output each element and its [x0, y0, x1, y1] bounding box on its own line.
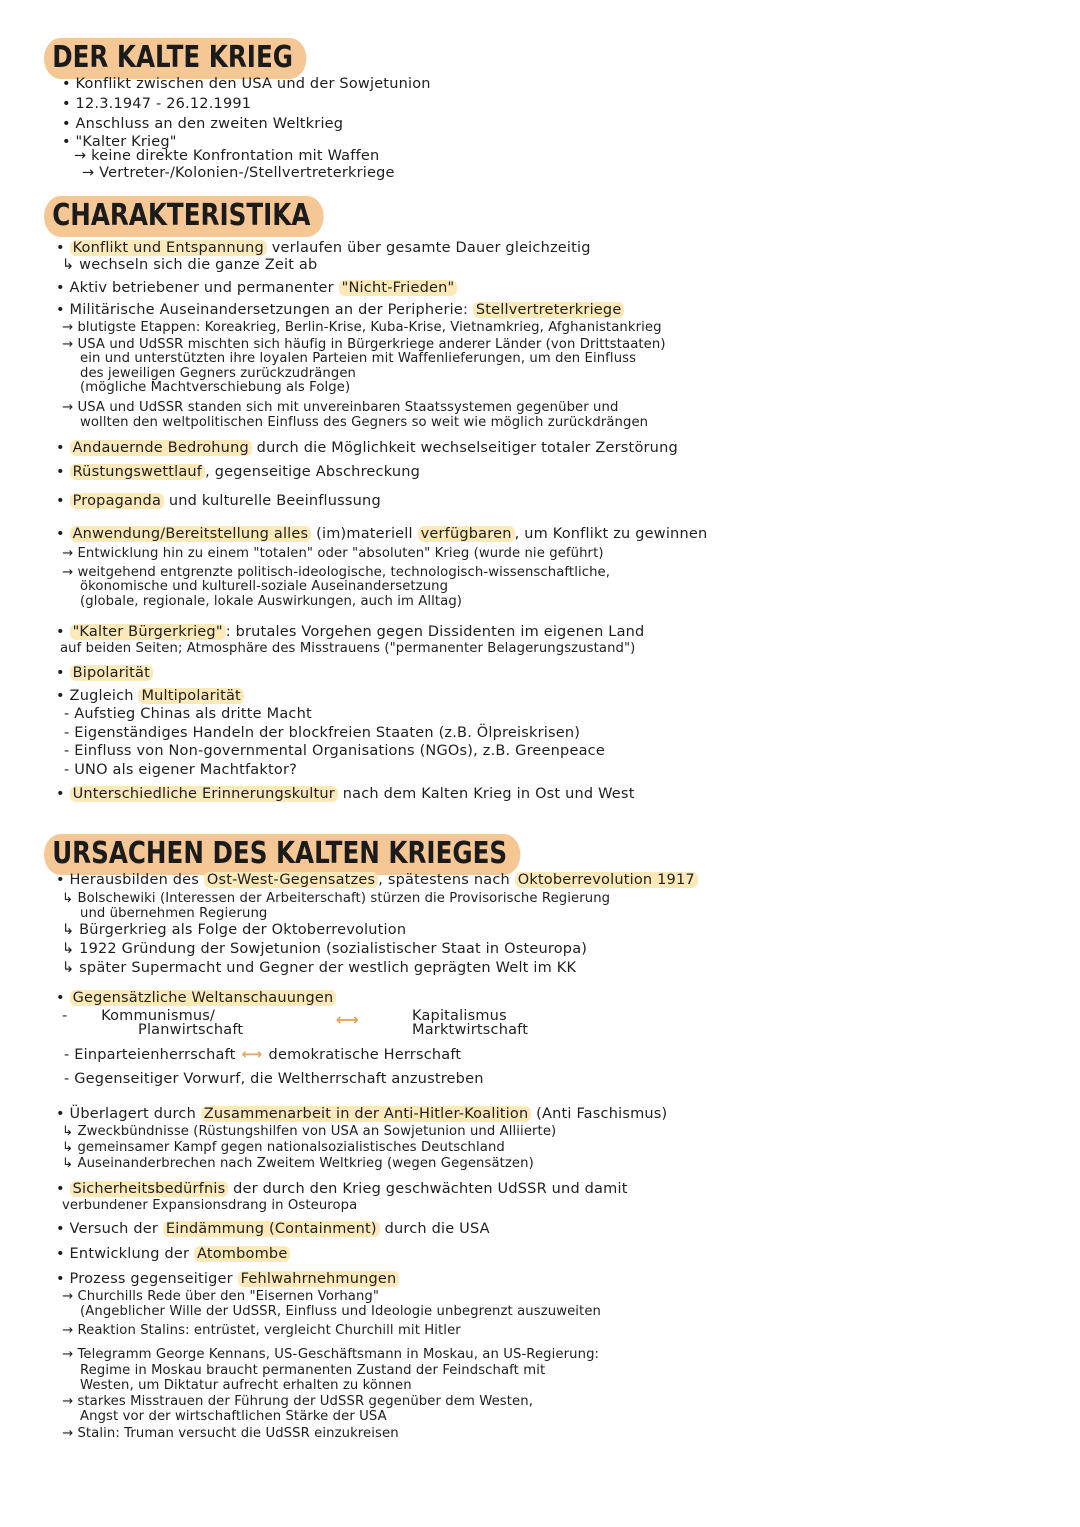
note-line: ökonomische und kulturell-soziale Auseinandersetzung: [80, 579, 449, 594]
note-line: [56, 302, 624, 319]
text: • Zugleich: [56, 688, 139, 704]
note-line: (Angeblicher Wille der UdSSR, Einfluss und Ideologie unbegrenzt auszuweiten: [80, 1304, 601, 1319]
note-line: ↳ Zweckbündnisse (Rüstungshilfen von USA an Sowjetunion und Alliierte): [62, 1124, 557, 1139]
note-line: [56, 280, 457, 297]
note-line: Planwirtschaft: [138, 1022, 244, 1038]
highlight: Stellvertreterkriege: [473, 302, 625, 318]
section-title-kalter-krieg: DER KALTE KRIEG: [44, 38, 306, 79]
note-line: • "Kalter Krieg": [62, 134, 177, 150]
highlight: Rüstungswettlauf: [70, 464, 206, 480]
text: • Entwicklung der: [56, 1246, 194, 1262]
note-line: • Andauernde Bedrohung durch die Möglichkeit wechselseitiger totaler Zerstörung: [56, 440, 678, 456]
note-line: [56, 1271, 399, 1288]
note-line: • Anwendung/Bereitstellung alles (im)materiell verfügbaren , um Konflikt zu gewinnen: [56, 526, 708, 542]
note-line: [56, 688, 244, 705]
note-line: • Unterschiedliche Erinnerungskultur nach dem Kalten Krieg in Ost und West: [56, 786, 635, 802]
text: - Einparteienherrschaft: [64, 1047, 236, 1063]
note-line: ↳ wechseln sich die ganze Zeit ab: [62, 257, 318, 273]
highlight: Propaganda: [70, 493, 164, 509]
text: und kulturelle Beeinflussung: [164, 493, 381, 509]
note-line: → USA und UdSSR mischten sich häufig in Bürgerkriege anderer Länder (von Drittstaaten): [62, 337, 666, 352]
note-line: Marktwirtschaft: [412, 1022, 529, 1038]
text: : brutales Vorgehen gegen Dissidenten im eigenen Land: [225, 624, 645, 640]
note-line: (mögliche Machtverschiebung als Folge): [80, 380, 351, 395]
note-line: • Konflikt zwischen den USA und der Sowjetunion: [62, 76, 431, 92]
text: demokratische Herrschaft: [268, 1047, 462, 1063]
note-line: - Einfluss von Non-governmental Organisations (NGOs), z.B. Greenpeace: [64, 743, 605, 759]
highlight: Unterschiedliche Erinnerungskultur: [70, 786, 338, 802]
note-line: - Gegenseitiger Vorwurf, die Weltherrschaft anzustreben: [64, 1071, 484, 1087]
highlight: Oktoberrevolution 1917: [515, 872, 698, 888]
note-line: Westen, um Diktatur aufrecht erhalten zu können: [80, 1378, 412, 1393]
note-line: Angst vor der wirtschaftlichen Stärke der USA: [80, 1409, 387, 1424]
note-line: → USA und UdSSR standen sich mit unvereinbaren Staatssystemen gegenüber und: [62, 400, 619, 415]
note-line: [56, 1221, 490, 1238]
highlight: verfügbaren: [418, 526, 515, 542]
note-line: → Churchills Rede über den "Eisernen Vorhang": [62, 1289, 380, 1304]
note-line: • Rüstungswettlauf , gegenseitige Abschreckung: [56, 464, 421, 480]
note-line: - Aufstieg Chinas als dritte Macht: [64, 706, 312, 722]
note-line: (globale, regionale, lokale Auswirkungen, auch im Alltag): [80, 594, 463, 609]
note-line: ein und unterstützten ihre loyalen Parteien mit Waffenlieferungen, um den Einfluss: [80, 351, 637, 366]
note-line: → Reaktion Stalins: entrüstet, vergleicht Churchill mit Hitler: [62, 1323, 461, 1338]
note-line: ↳ Bürgerkrieg als Folge der Oktoberrevolution: [62, 922, 407, 938]
note-line: Regime in Moskau braucht permanenten Zustand der Feindschaft mit: [80, 1363, 546, 1378]
highlight: Eindämmung (Containment): [163, 1221, 380, 1237]
note-line: → Vertreter-/Kolonien-/Stellvertreterkriege: [82, 165, 395, 181]
note-line: • Anschluss an den zweiten Weltkrieg: [62, 116, 344, 132]
note-line: auf beiden Seiten; Atmosphäre des Misstrauens ("permanenter Belagerungszustand"): [60, 641, 636, 656]
note-line: Kapitalismus: [412, 1008, 507, 1024]
highlight: Fehlwahrnehmungen: [238, 1271, 400, 1287]
highlight: Ost-West-Gegensatzes: [204, 872, 378, 888]
highlight: Konflikt und Entspannung: [70, 240, 267, 256]
text: , gegenseitige Abschreckung: [205, 464, 421, 480]
text: • Überlagert durch: [56, 1106, 201, 1122]
highlight: Sicherheitsbedürfnis: [70, 1181, 229, 1197]
note-line: • Gegensätzliche Weltanschauungen: [56, 990, 336, 1007]
highlight: "Kalter Bürgerkrieg": [70, 624, 226, 640]
section-title-charakteristika: CHARAKTERISTIKA: [44, 196, 323, 237]
note-line: • "Kalter Bürgerkrieg" : brutales Vorgehen gegen Dissidenten im eigenen Land: [56, 624, 645, 640]
highlight: Atombombe: [194, 1246, 290, 1262]
note-line: - Eigenständiges Handeln der blockfreien Staaten (z.B. Ölpreiskrisen): [64, 725, 581, 741]
text: (Anti Faschismus): [531, 1106, 668, 1122]
highlight: Multipolarität: [138, 688, 243, 704]
text: der durch den Krieg geschwächten UdSSR und damit: [228, 1181, 628, 1197]
note-line: → Stalin: Truman versucht die UdSSR einzukreisen: [62, 1426, 399, 1441]
note-line: → starkes Misstrauen der Führung der UdSSR gegenüber dem Westen,: [62, 1394, 533, 1409]
text: • Prozess gegenseitiger: [56, 1271, 238, 1287]
text: Kommunismus/: [101, 1008, 216, 1024]
note-line: • 12.3.1947 - 26.12.1991: [62, 96, 252, 112]
text: durch die USA: [379, 1221, 490, 1237]
note-line: → Telegramm George Kennans, US-Geschäftsmann in Moskau, an US-Regierung:: [62, 1347, 600, 1362]
note-line: [56, 872, 698, 889]
note-line: → blutigste Etappen: Koreakrieg, Berlin-Krise, Kuba-Krise, Vietnamkrieg, Afghanistankrieg: [62, 320, 662, 335]
note-line: ↳ 1922 Gründung der Sowjetunion (sozialistischer Staat in Osteuropa): [62, 941, 588, 957]
text: nach dem Kalten Krieg in Ost und West: [337, 786, 635, 802]
highlight: Anwendung/Bereitstellung alles: [70, 526, 312, 542]
note-line: [56, 1106, 667, 1123]
text: • Herausbilden des: [56, 872, 204, 888]
note-line: wollten den weltpolitischen Einfluss des Gegners so weit wie möglich zurückdrängen: [80, 415, 649, 430]
text: • Militärische Auseinandersetzungen an der Peripherie:: [56, 302, 473, 318]
double-arrow-icon: ⟷: [336, 1010, 359, 1029]
note-line: [56, 1246, 290, 1263]
note-line: - UNO als eigener Machtfaktor?: [64, 762, 298, 778]
text: • Aktiv betriebener und permanenter: [56, 280, 339, 296]
text: , spätestens nach: [378, 872, 515, 888]
section-title-ursachen: URSACHEN DES KALTEN KRIEGES: [44, 834, 520, 875]
note-line: des jeweiligen Gegners zurückzudrängen: [80, 366, 357, 381]
double-arrow-icon: ⟷: [241, 1047, 263, 1063]
note-line: ↳ Auseinanderbrechen nach Zweitem Weltkrieg (wegen Gegensätzen): [62, 1156, 534, 1171]
note-line: → Entwicklung hin zu einem "totalen" oder "absoluten" Krieg (wurde nie geführt): [62, 546, 604, 561]
text: durch die Möglichkeit wechselseitiger totaler Zerstörung: [251, 440, 678, 456]
note-line: • Sicherheitsbedürfnis der durch den Krieg geschwächten UdSSR und damit: [56, 1181, 628, 1197]
note-line: • Propaganda und kulturelle Beeinflussung: [56, 493, 381, 509]
note-line: • Bipolarität: [56, 665, 153, 682]
note-line: • Konflikt und Entspannung verlaufen über gesamte Dauer gleichzeitig: [56, 240, 591, 256]
text: • Versuch der: [56, 1221, 163, 1237]
note-line: → weitgehend entgrenzte politisch-ideologische, technologisch-wissenschaftliche,: [62, 565, 611, 580]
note-line: ↳ gemeinsamer Kampf gegen nationalsozialistisches Deutschland: [62, 1140, 505, 1155]
highlight: Andauernde Bedrohung: [70, 440, 252, 456]
text: , um Konflikt zu gewinnen: [514, 526, 708, 542]
highlight: Bipolarität: [70, 665, 153, 681]
text: verlaufen über gesamte Dauer gleichzeitig: [266, 240, 591, 256]
note-line: [64, 1047, 461, 1064]
note-line: - Kommunismus/: [62, 1008, 216, 1024]
note-line: ↳ Bolschewiki (Interessen der Arbeiterschaft) stürzen die Provisorische Regierung: [62, 891, 611, 906]
text: (im)materiell: [311, 526, 418, 542]
note-line: verbundener Expansionsdrang in Osteuropa: [62, 1198, 358, 1213]
highlight: Zusammenarbeit in der Anti-Hitler-Koalition: [201, 1106, 532, 1122]
highlight: Gegensätzliche Weltanschauungen: [70, 990, 337, 1006]
note-line: und übernehmen Regierung: [80, 906, 268, 921]
note-line: → keine direkte Konfrontation mit Waffen: [74, 148, 380, 164]
note-line: ↳ später Supermacht und Gegner der westlich geprägten Welt im KK: [62, 960, 577, 976]
highlight: "Nicht-Frieden": [339, 280, 458, 296]
